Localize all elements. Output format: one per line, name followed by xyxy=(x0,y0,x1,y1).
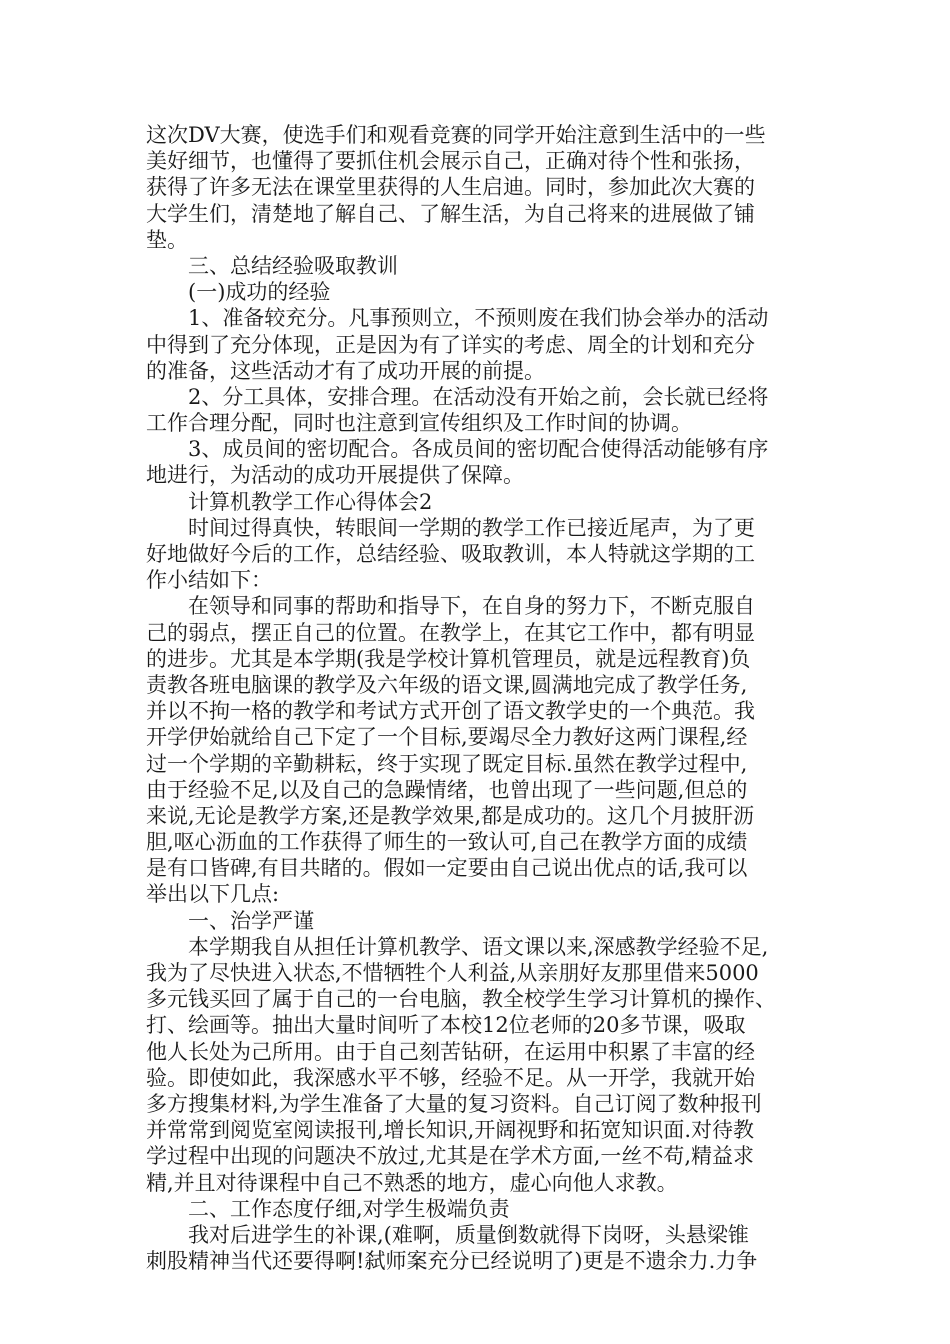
text-line: 3、成员间的密切配合。各成员间的密切配合使得活动能够有序 xyxy=(188,437,769,462)
text-line: 地进行，为活动的成功开展提供了保障。 xyxy=(146,463,524,488)
text-line: 打、绘画等。抽出大量时间听了本校12位老师的20多节课，吸取 xyxy=(146,1013,746,1038)
text-line: 由于经验不足,以及自己的急躁情绪，也曾出现了一些问题,但总的 xyxy=(146,777,748,802)
text-line: 责教各班电脑课的教学及六年级的语文课,圆满地完成了教学任务, xyxy=(146,672,748,697)
text-line: 学过程中出现的问题决不放过,尤其是在学术方面,一丝不苟,精益求 xyxy=(146,1144,755,1169)
text-line: 胆,呕心沥血的工作获得了师生的一致认可,自己在教学方面的成绩 xyxy=(146,830,748,855)
text-line: 美好细节，也懂得了要抓住机会展示自己，正确对待个性和张扬， xyxy=(146,149,755,174)
text-line: 多方搜集材料,为学生准备了大量的复习资料。自己订阅了数种报刊 xyxy=(146,1091,762,1116)
text-line: 本学期我自从担任计算机教学、语文课以来,深感教学经验不足, xyxy=(188,934,769,959)
text-line: 垫。 xyxy=(146,227,188,252)
text-line: 二、工作态度仔细,对学生极端负责 xyxy=(188,1196,510,1221)
text-line: 举出以下几点: xyxy=(146,882,280,907)
text-line: 时间过得真快，转眼间一学期的教学工作已接近尾声，为了更 xyxy=(188,515,755,540)
text-line: 一、治学严谨 xyxy=(188,908,314,933)
text-line: 好地做好今后的工作，总结经验、吸取教训，本人特就这学期的工 xyxy=(146,542,755,566)
text-line: 的准备，这些活动才有了成功开展的前提。 xyxy=(146,358,545,383)
text-line: 来说,无论是教学方案,还是教学效果,都是成功的。这几个月披肝沥 xyxy=(146,803,755,828)
text-line: 他人长处为己所用。由于自己刻苦钻研，在运用中积累了丰富的经 xyxy=(146,1039,755,1064)
text-line: 开学伊始就给自己下定了一个目标,要竭尽全力教好这两门课程,经 xyxy=(146,725,748,750)
text-line: 1、准备较充分。凡事预则立，不预则废在我们协会举办的活动 xyxy=(188,306,769,331)
text-line: 工作合理分配，同时也注意到宣传组织及工作时间的协调。 xyxy=(146,411,692,436)
text-line: 在领导和同事的帮助和指导下，在自身的努力下，不断克服自 xyxy=(188,594,755,619)
text-line: 计算机教学工作心得体会2 xyxy=(188,489,433,514)
text-line: 过一个学期的辛勤耕耘，终于实现了既定目标.虽然在教学过程中, xyxy=(146,751,748,776)
text-line: 多元钱买回了属于自己的一台电脑，教全校学生学习计算机的操作、 xyxy=(146,987,776,1012)
text-line: 己的弱点，摆正自己的位置。在教学上，在其它工作中，都有明显 xyxy=(146,620,755,645)
text-line: 是有口皆碑,有目共睹的。假如一定要由自己说出优点的话,我可以 xyxy=(146,856,748,881)
text-line: 精,并且对待课程中自己不熟悉的地方，虚心向他人求教。 xyxy=(146,1170,678,1195)
text-line: 刺股精神当代还要得啊!弑师案充分已经说明了)更是不遗余力.力争 xyxy=(146,1249,758,1274)
text-line: (一)成功的经验 xyxy=(188,280,331,305)
text-line: 我为了尽快进入状态,不惜牺牲个人利益,从亲朋好友那里借来5000 xyxy=(146,961,759,985)
text-line: 我对后进学生的补课,(难啊，质量倒数就得下岗呀，头悬梁锥 xyxy=(188,1222,749,1247)
text-line: 中得到了充分体现，正是因为有了详实的考虑、周全的计划和充分 xyxy=(146,332,755,357)
text-line: 验。即使如此，我深感水平不够，经验不足。从一开学，我就开始 xyxy=(146,1065,755,1090)
text-line: 并常常到阅览室阅读报刊,增长知识,开阔视野和拓宽知识面.对待教 xyxy=(146,1118,755,1143)
document-page xyxy=(146,122,810,1274)
text-line: 三、总结经验吸取教训 xyxy=(188,253,398,278)
text-line: 获得了许多无法在课堂里获得的人生启迪。同时，参加此次大赛的 xyxy=(146,175,755,200)
text-line: 作小结如下： xyxy=(146,568,272,593)
text-line: 并以不拘一格的教学和考试方式开创了语文教学史的一个典范。我 xyxy=(146,699,755,724)
text-line: 的进步。尤其是本学期(我是学校计算机管理员，就是远程教育)负 xyxy=(146,646,751,671)
text-line: 大学生们，清楚地了解自己、了解生活，为自己将来的进展做了铺 xyxy=(146,201,755,226)
text-line: 这次DV大赛，使选手们和观看竞赛的同学开始注意到生活中的一些 xyxy=(146,123,766,147)
text-line: 2、分工具体，安排合理。在活动没有开始之前，会长就已经将 xyxy=(188,384,769,409)
